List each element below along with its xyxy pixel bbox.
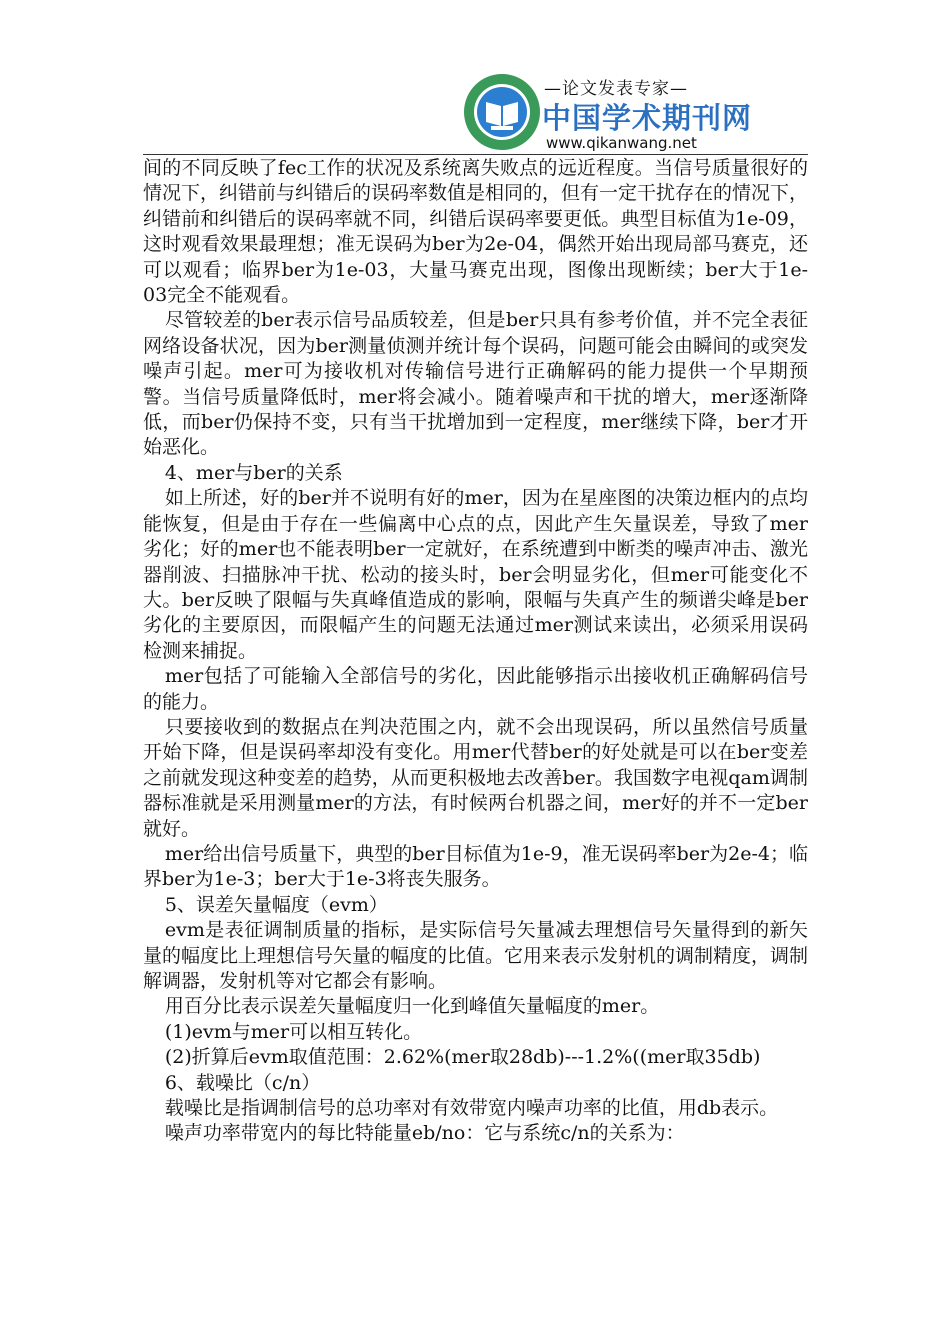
paragraph: mer包括了可能输入全部信号的劣化，因此能够指示出接收机正确解码信号的能力。 [143, 665, 808, 713]
list-item: (2)折算后evm取值范围：2.62%(mer取28db)---1.2%((mer取35db) [164, 1046, 761, 1069]
seal-icon [462, 72, 542, 152]
header-divider [143, 154, 808, 155]
logo-brand: 中国学术期刊网 [542, 101, 753, 135]
site-logo[interactable] [462, 66, 762, 156]
paragraph: 用百分比表示误差矢量幅度归一化到峰值矢量幅度的mer。 [164, 995, 660, 1018]
section-heading-4: 4、mer与ber的关系 [164, 461, 343, 484]
paragraph: evm是表征调制质量的指标，是实际信号矢量减去理想信号矢量得到的新矢量的幅度比上理想信号矢量的幅度的比值。它用来表示发射机的调制精度，调制解调器，发射机等对它都会有影响。 [143, 919, 809, 992]
paragraph: 如上所述，好的ber并不说明有好的mer，因为在星座图的决策边框内的点均能恢复，但是由于存在一些偏离中心点的点，因此产生矢量误差，导致了mer劣化；好的mer也不能表明ber一定就好，在系统遭到中断类的噪声冲击、激光器削波、扫描脉冲干扰、松动的接头时，ber会明显劣化，但mer可能变化不大。ber反映了限幅与失真峰值造成的影响，限幅与失真产生的频谱尖峰是ber劣化的主要原因，而限幅产生的问题无法通过mer测试来读出，必须采用误码检测来捕捉。 [143, 487, 808, 662]
paragraph: 尽管较差的ber表示信号品质较差，但是ber只具有参考价值，并不完全表征网络设备状况，因为ber测量侦测并统计每个误码，问题可能会由瞬间的或突发噪声引起。mer可为接收机对传输信号进行正确解码的能力提供一个早期预警。当信号质量降低时，mer将会减小。随着噪声和干扰的增大，mer逐渐降低，而ber仍保持不变，只有当干扰增加到一定程度，mer继续下降，ber才开始恶化。 [143, 309, 808, 459]
list-item: (1)evm与mer可以相互转化。 [164, 1020, 423, 1043]
paragraph: 只要接收到的数据点在判决范围之内，就不会出现误码，所以虽然信号质量开始下降，但是误码率却没有变化。用mer代替ber的好处就是可以在ber变差之前就发现这种变差的趋势，从而更积极地去改善ber。我国数字电视qam调制器标准就是采用测量mer的方法，有时候两台机器之间，mer好的并不一定ber就好。 [143, 715, 808, 840]
paragraph: 噪声功率带宽内的每比特能量eb/no：它与系统c/n的关系为： [164, 1122, 685, 1145]
paragraph: 载噪比是指调制信号的总功率对有效带宽内噪声功率的比值，用db表示。 [164, 1097, 779, 1120]
document-body [143, 156, 808, 1147]
section-heading-6: 6、载噪比（c/n） [164, 1071, 321, 1094]
section-heading-5: 5、误差矢量幅度（evm） [164, 893, 388, 916]
paragraph-continuation: 间的不同反映了fec工作的状况及系统离失败点的远近程度。当信号质量很好的情况下，纠错前与纠错后的误码率数值是相同的，但有一定干扰存在的情况下，纠错前和纠错后的误码率就不同，纠错后误码率要更低。典型目标值为1e-09，这时观看效果最理想；准无误码为ber为2e-04，偶然开始出现局部马赛克，还可以观看；临界ber为1e-03，大量马赛克出现，图像出现断续；ber大于1e-03完全不能观看。 [143, 157, 809, 307]
paragraph: mer给出信号质量下，典型的ber目标值为1e-9，准无误码率ber为2e-4；临界ber为1e-3；ber大于1e-3将丧失服务。 [143, 842, 808, 891]
logo-tagline: —论文发表专家— [544, 79, 688, 99]
logo-url[interactable]: www.qikanwang.net [546, 134, 697, 152]
